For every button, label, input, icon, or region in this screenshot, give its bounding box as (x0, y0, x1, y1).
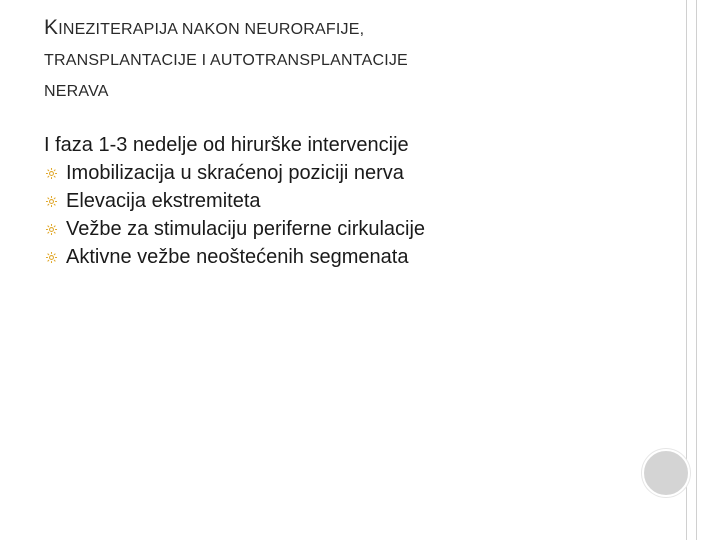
bullet-text: Elevacija ekstremiteta (66, 190, 261, 212)
bullet-text: Aktivne vežbe neoštećenih segmenata (66, 246, 409, 268)
flower-bullet-icon (45, 195, 58, 208)
title-initial: K (44, 16, 59, 39)
list-item (44, 159, 664, 187)
title-line-3: NERAVA (44, 83, 109, 100)
flower-bullet-icon (45, 167, 58, 180)
list-item (44, 243, 664, 271)
decorative-circle (642, 449, 690, 497)
title-line-1-rest: INEZITERAPIJA NAKON NEURORAFIJE, (58, 21, 365, 38)
bullet-text: Imobilizacija u skraćenoj poziciji nerva (66, 162, 404, 184)
flower-bullet-icon (45, 223, 58, 236)
title-line-2: TRANSPLANTACIJE I AUTOTRANSPLANTACIJE (44, 52, 408, 69)
slide-title (44, 12, 664, 107)
title-line-1 (44, 12, 664, 45)
phase-heading: I faza 1-3 nedelje od hirurške intervencije (44, 134, 409, 156)
list-item (44, 215, 664, 243)
list-item (44, 187, 664, 215)
flower-bullet-icon (45, 251, 58, 264)
slide-content (44, 131, 664, 271)
bullet-list (44, 159, 664, 271)
decorative-vertical-line (696, 0, 697, 540)
bullet-text: Vežbe za stimulaciju periferne cirkulacije (66, 218, 426, 240)
